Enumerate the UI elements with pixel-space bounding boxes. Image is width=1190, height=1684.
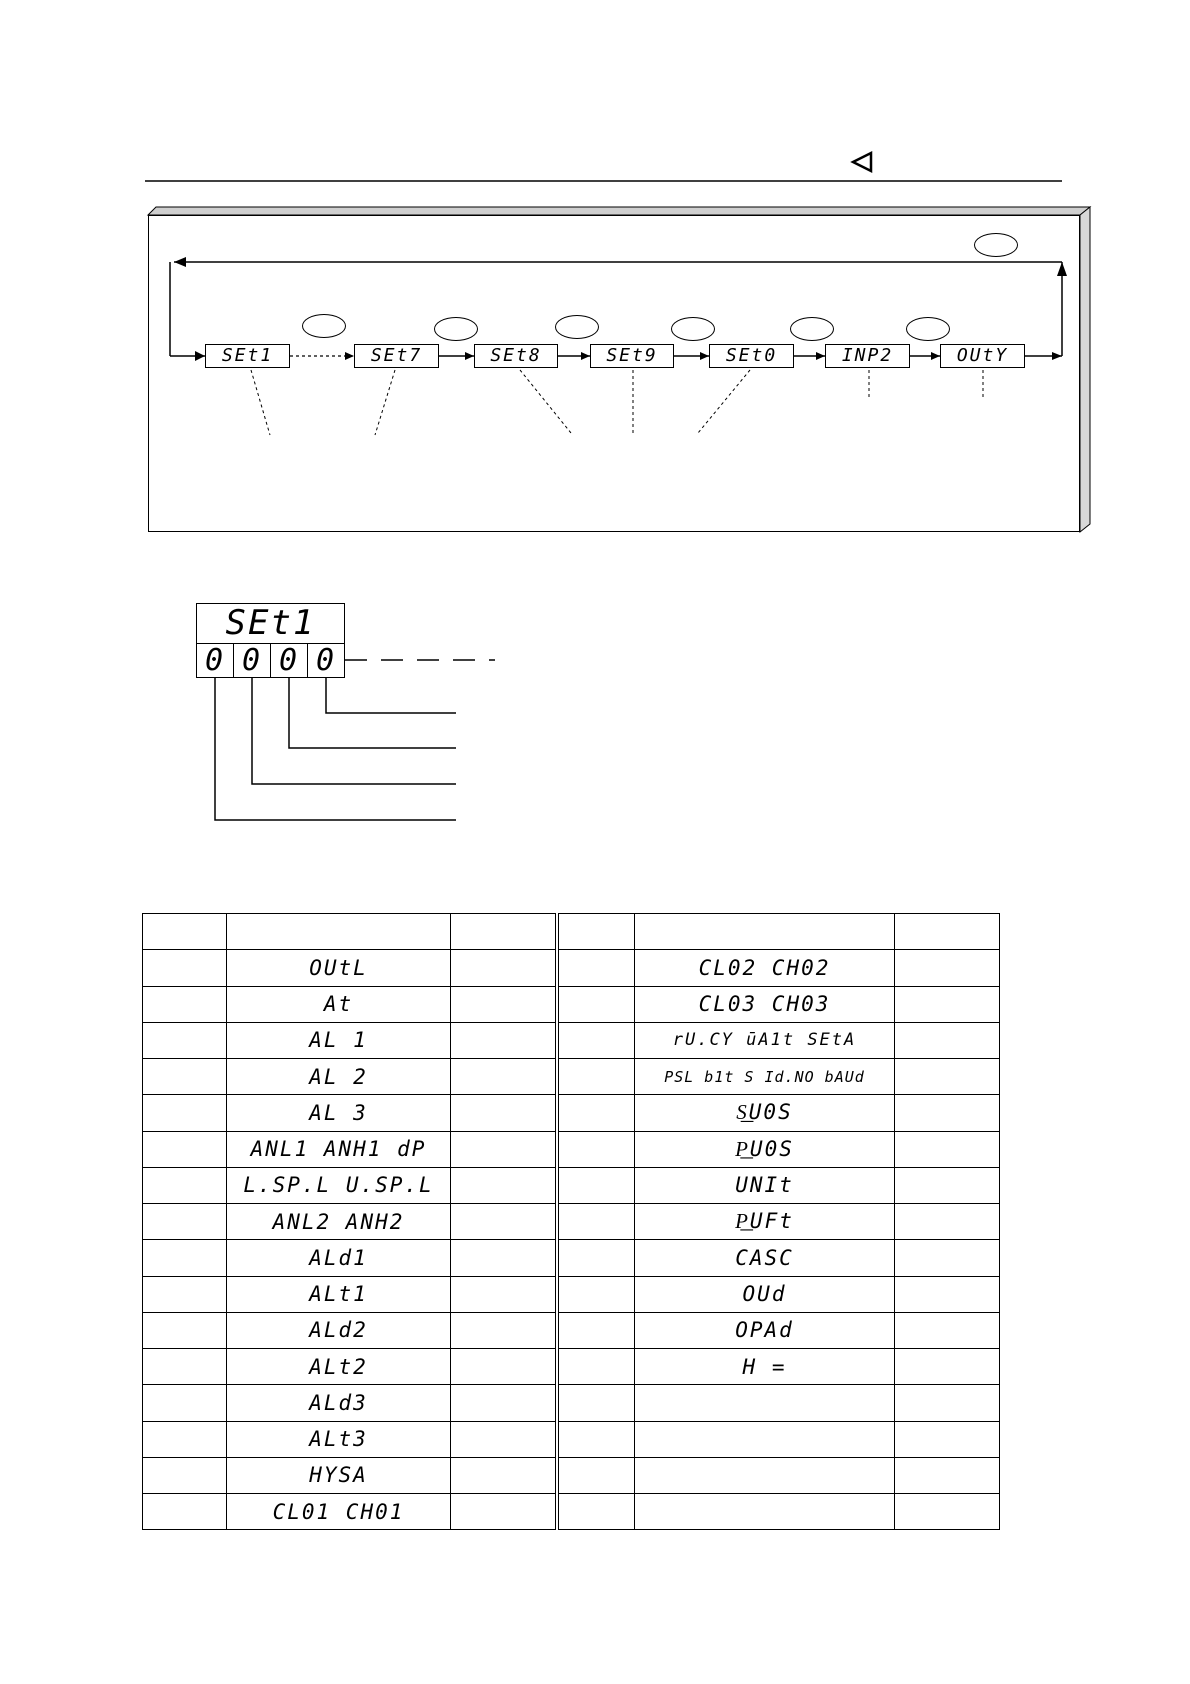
table-cell [143,1022,227,1058]
table-cell [895,1059,1000,1095]
table-cell [451,986,556,1022]
param-cell: H = [635,1349,895,1385]
table-row [559,1022,1000,1058]
table-row [143,1059,556,1095]
param-cell: CL03 CH03 [635,986,895,1022]
table-cell [227,914,451,950]
flow-item-set1[interactable]: SEt1 [205,344,290,368]
table-cell [895,1494,1000,1530]
param-cell: OUd [635,1276,895,1312]
table-cell [143,1059,227,1095]
param-cell: ALt2 [227,1349,451,1385]
table-cell [559,914,635,950]
table-cell [559,1457,635,1493]
table-cell [895,1167,1000,1203]
param-cell: ALd3 [227,1385,451,1421]
table-row [143,1312,556,1348]
table-row [559,1385,1000,1421]
table-row [559,1276,1000,1312]
param-cell: CASC [635,1240,895,1276]
table-cell [451,1385,556,1421]
table-cell [143,1131,227,1167]
flow-item-set7[interactable]: SEt7 [354,344,439,368]
param-cell: ALt1 [227,1276,451,1312]
table-cell [143,1276,227,1312]
table-row [559,1167,1000,1203]
table-cell [559,1167,635,1203]
param-cell: HYSA [227,1457,451,1493]
table-row [143,986,556,1022]
table-row [559,1349,1000,1385]
param-cell: AL 2 [227,1059,451,1095]
table-row [559,1494,1000,1530]
table-cell [895,1421,1000,1457]
digit-3: 0 [270,643,308,678]
table-cell [451,1349,556,1385]
table-header-row [559,914,1000,950]
table-cell [451,1276,556,1312]
table-cell [559,1022,635,1058]
table-cell [895,986,1000,1022]
table-row [143,1349,556,1385]
table-cell [143,1240,227,1276]
param-cell: PSL b1t S Id.NO bAUd [635,1059,895,1095]
table-cell [559,1095,635,1131]
param-cell: CL01 CH01 [227,1494,451,1530]
table-cell [143,1349,227,1385]
table-cell [143,1312,227,1348]
table-cell [559,950,635,986]
table-cell [559,1421,635,1457]
table-cell [559,1349,635,1385]
table-row [559,950,1000,986]
table-cell [895,1240,1000,1276]
table-cell [143,914,227,950]
table-cell [451,1457,556,1493]
table-cell [451,1240,556,1276]
table-cell [559,1494,635,1530]
param-cell: AL 3 [227,1095,451,1131]
param-table-right [558,913,1000,1530]
flow-item-set0[interactable]: SEt0 [709,344,794,368]
flow-item-set9[interactable]: SEt9 [590,344,674,368]
flow-item-set8[interactable]: SEt8 [474,344,558,368]
table-cell [895,1276,1000,1312]
table-row [143,1457,556,1493]
param-cell: UNIt [635,1167,895,1203]
table-row [559,1059,1000,1095]
table-cell [895,1385,1000,1421]
param-cell: rU.CY ūA1t SEtA [635,1022,895,1058]
param-cell: ALd2 [227,1312,451,1348]
table-row [143,1131,556,1167]
table-cell [559,1312,635,1348]
table-cell [559,1131,635,1167]
table-row [559,1240,1000,1276]
table-cell [559,986,635,1022]
table-cell [451,1421,556,1457]
param-cell: At [227,986,451,1022]
table-cell [895,1349,1000,1385]
table-cell [143,1385,227,1421]
table-row [143,1276,556,1312]
table-cell [559,1385,635,1421]
table-cell [143,1457,227,1493]
table-cell [895,1312,1000,1348]
table-row [143,1095,556,1131]
table-cell [635,1494,895,1530]
table-cell [559,1204,635,1240]
table-cell [143,1095,227,1131]
table-cell [635,1385,895,1421]
param-cell: OPAd [635,1312,895,1348]
param-cell: L.SP.L U.SP.L [227,1167,451,1203]
table-row [559,1204,1000,1240]
table-row [559,1457,1000,1493]
table-row [143,950,556,986]
table-cell [895,1095,1000,1131]
table-cell [451,1059,556,1095]
table-cell [451,1022,556,1058]
table-cell [451,1131,556,1167]
table-cell [451,1494,556,1530]
table-cell [559,1059,635,1095]
table-cell [451,1312,556,1348]
flow-item-inp2[interactable]: INP2 [825,344,910,368]
table-row [143,1240,556,1276]
param-cell: S͟U0S [635,1095,895,1131]
table-cell [143,1421,227,1457]
table-cell [895,914,1000,950]
digit-leader-lines [0,0,1190,840]
param-cell: ANL2 ANH2 [227,1204,451,1240]
table-cell [451,1095,556,1131]
digit-2: 0 [233,643,271,678]
param-cell: P͟U0S [635,1131,895,1167]
table-row [143,1204,556,1240]
table-cell [635,1457,895,1493]
table-row [143,1494,556,1530]
param-cell: AL 1 [227,1022,451,1058]
table-cell [451,1167,556,1203]
param-table-left [142,913,556,1530]
param-cell: ANL1 ANH1 dP [227,1131,451,1167]
table-cell [559,1240,635,1276]
table-row [143,1385,556,1421]
table-cell [895,1022,1000,1058]
table-header-row [143,914,556,950]
table-cell [451,914,556,950]
table-row [143,1167,556,1203]
table-cell [143,1167,227,1203]
digit-1: 0 [196,643,234,678]
table-cell [895,950,1000,986]
param-cell: P͟UFt [635,1204,895,1240]
table-cell [635,1421,895,1457]
digit-4: 0 [307,643,345,678]
param-cell: CL02 CH02 [635,950,895,986]
table-cell [143,1204,227,1240]
table-row [559,986,1000,1022]
table-row [143,1421,556,1457]
table-cell [895,1131,1000,1167]
table-row [559,1312,1000,1348]
table-cell [895,1204,1000,1240]
flow-item-outy[interactable]: OUtY [940,344,1025,368]
table-row [559,1131,1000,1167]
table-cell [451,1204,556,1240]
param-cell: OUtL [227,950,451,986]
table-row [559,1421,1000,1457]
param-cell: ALt3 [227,1421,451,1457]
table-cell [895,1457,1000,1493]
table-cell [451,950,556,986]
table-cell [559,1276,635,1312]
param-cell: ALd1 [227,1240,451,1276]
table-row [559,1095,1000,1131]
table-row [143,1022,556,1058]
table-cell [143,986,227,1022]
set1-display: SEt1 [196,603,345,644]
table-cell [635,914,895,950]
table-cell [143,1494,227,1530]
table-cell [143,950,227,986]
